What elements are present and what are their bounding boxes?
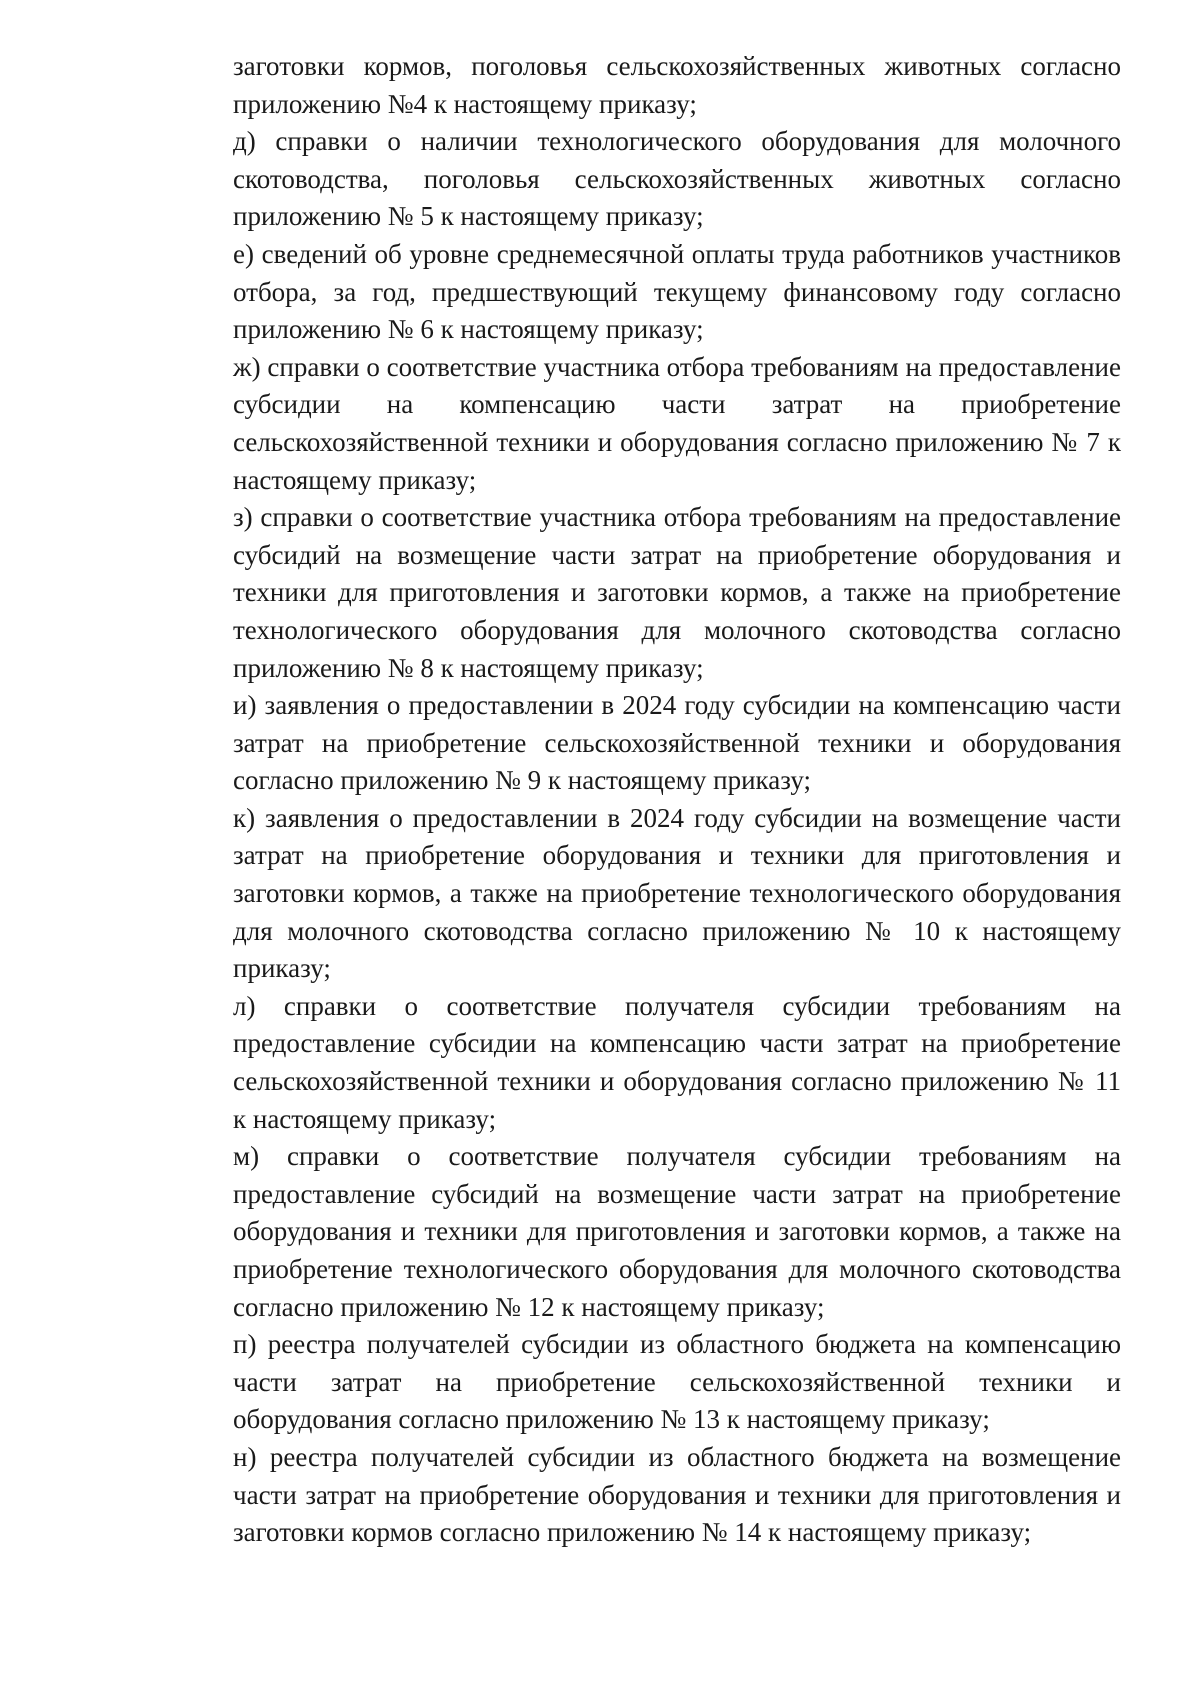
- paragraph-item-zh: ж) справки о соответствие участника отбора требованиям на предоставление субсидии на компенсацию части затрат на приобретение сельскохозяйственной техники и оборудования согласно приложению № 7 к настоящему приказу;: [233, 351, 1121, 495]
- paragraph-item-e: е) сведений об уровне среднемесячной оплаты труда работников участников отбора, за год, предшествующий текущему финансовому году согласно приложению № 6 к настоящему приказу;: [233, 238, 1121, 345]
- paragraph-item-d: д) справки о наличии технологического оборудования для молочного скотоводства, поголовья сельскохозяйственных животных согласно приложению № 5 к настоящему приказу;: [233, 126, 1121, 232]
- document-body: [233, 48, 1121, 1552]
- paragraph-item-m: м) справки о соответствие получателя субсидии требованиям на предоставление субсидий на возмещение части затрат на приобретение оборудования и техники для приготовления и заготовки кормов, а также на приобретение технологического оборудования для молочного скотоводства согласно приложению № 12 к настоящему приказу;: [233, 1141, 1121, 1322]
- paragraph-item-p: п) реестра получателей субсидии из областного бюджета на компенсацию части затрат на приобретение сельскохозяйственной техники и оборудования согласно приложению № 13 к настоящему приказу;: [233, 1329, 1121, 1435]
- paragraph-item-z: з) справки о соответствие участника отбора требованиям на предоставление субсидий на возмещение части затрат на приобретение оборудования и техники для приготовления и заготовки кормов, а также на приобретение технологического оборудования для молочного скотоводства согласно приложению № 8 к настоящему приказу;: [233, 502, 1121, 683]
- paragraph-item-l: л) справки о соответствие получателя субсидии требованиям на предоставление субсидии на компенсацию части затрат на приобретение сельскохозяйственной техники и оборудования согласно приложению № 11 к настоящему приказу;: [233, 990, 1121, 1134]
- paragraph-item-n: н) реестра получателей субсидии из областного бюджета на возмещение части затрат на приобретение оборудования и техники для приготовления и заготовки кормов согласно приложению № 14 к настоящему приказу;: [233, 1441, 1121, 1548]
- paragraph-item-k: к) заявления о предоставлении в 2024 году субсидии на возмещение части затрат на приобретение оборудования и техники для приготовления и заготовки кормов, а также на приобретение технологического оборудования для молочного скотоводства согласно приложению № 10 к настоящему приказу;: [233, 802, 1121, 984]
- paragraph-item-i: и) заявления о предоставлении в 2024 году субсидии на компенсацию части затрат на приобретение сельскохозяйственной техники и оборудования согласно приложению № 9 к настоящему приказу;: [233, 690, 1121, 796]
- paragraph-continuation: заготовки кормов, поголовья сельскохозяйственных животных согласно приложению №4 к настоящему приказу;: [233, 51, 1121, 119]
